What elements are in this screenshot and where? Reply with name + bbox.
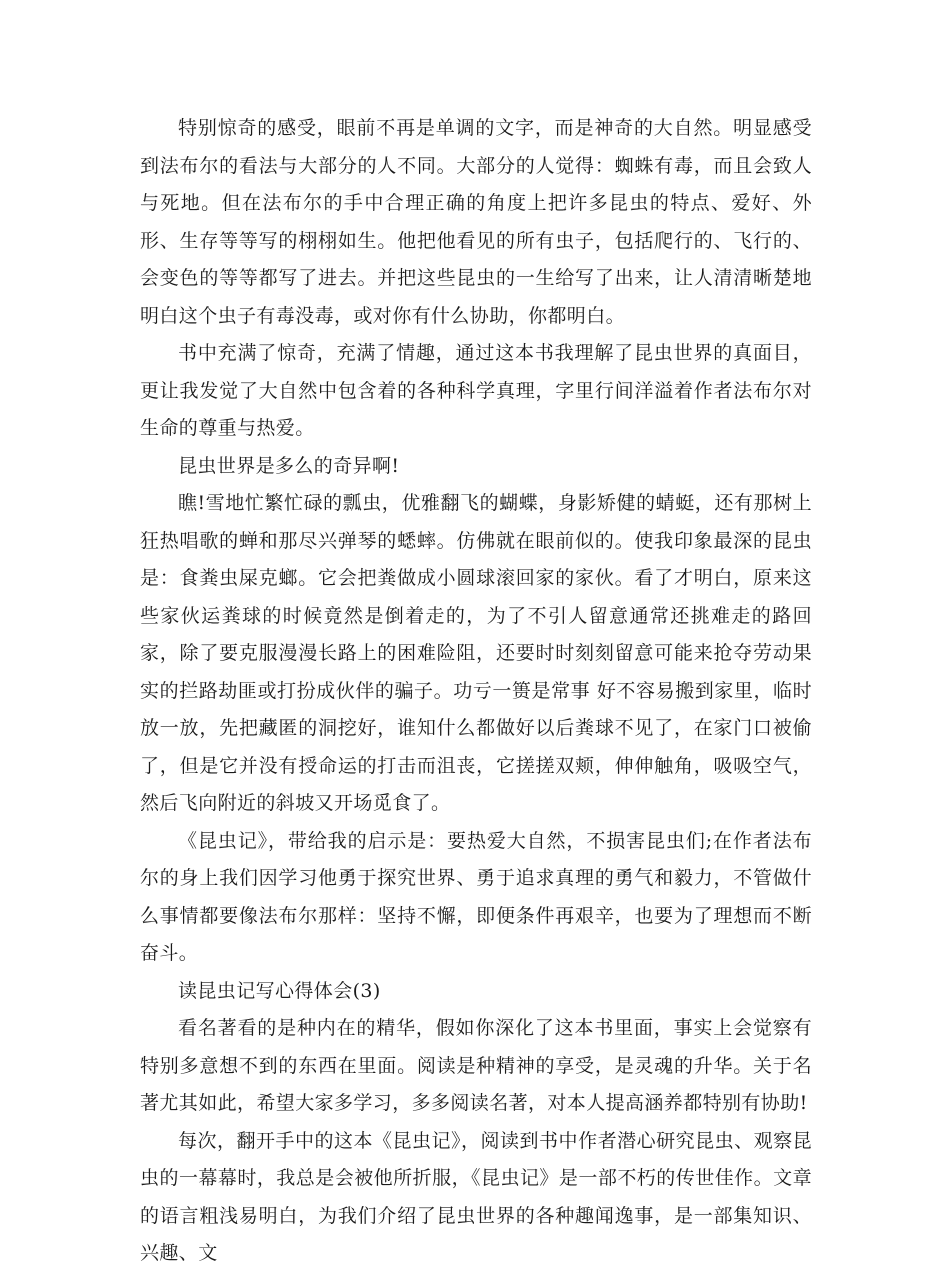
paragraph-5: 《昆虫记》，带给我的启示是：要热爱大自然，不损害昆虫们;在作者法布尔的身上我们因学习他勇于探究世界、勇于追求真理的勇气和毅力，不管做什么事情都要像法布尔那样：坚持不懈，即便条件再艰辛，也要为了理想而不断奋斗。 [140,829,812,964]
section-heading: 读昆虫记写心得体会(3) [178,979,381,1002]
paragraph-3: 昆虫世界是多么的奇异啊! [178,454,400,477]
paragraph-7: 每次，翻开手中的这本《昆虫记》，阅读到书中作者潜心研究昆虫、观察昆虫的一幕幕时，我总是会被他所折服，《昆虫记》是一部不朽的传世佳作。文章的语言粗浅易明白，为我们介绍了昆虫世界的各种趣闻逸事，是一部集知识、兴趣、文 [140,1129,812,1264]
paragraph-4: 瞧!雪地忙繁忙碌的瓢虫，优雅翻飞的蝴蝶，身影矫健的蜻蜓，还有那树上狂热唱歌的蝉和那尽兴弹琴的蟋蟀。仿佛就在眼前似的。使我印象最深的昆虫是：食粪虫屎克螂。它会把粪做成小圆球滚回家的家伙。看了才明白，原来这些家伙运粪球的时候竟然是倒着走的，为了不引人留意通常还挑难走的路回家，除了要克服漫漫长路上的困难险阻，还要时时刻刻留意可能来抢夺劳动果实的拦路劫匪或打扮成伙伴的骗子。功亏一篑是常事 好不容易搬到家里，临时放一放，先把藏匿的洞挖好，谁知什么都做好以后粪球不见了，在家门口被偷了，但是它并没有授命运的打击而沮丧，它搓搓双颊，伸伸触角，吸吸空气，然后飞向附近的斜坡又开场觅食了。 [140,492,812,814]
paragraph-6: 看名著看的是种内在的精华，假如你深化了这本书里面，事实上会觉察有特别多意想不到的东西在里面。阅读是种精神的享受，是灵魂的升华。关于名著尤其如此，希望大家多学习，多多阅读名著，对本人提高涵养都特别有协助! [140,1017,812,1114]
paragraph-2: 书中充满了惊奇，充满了情趣，通过这本书我理解了昆虫世界的真面目，更让我发觉了大自然中包含着的各种科学真理，字里行间洋溢着作者法布尔对生命的尊重与热爱。 [140,342,812,439]
paragraph-1: 特别惊奇的感受，眼前不再是单调的文字，而是神奇的大自然。明显感受到法布尔的看法与大部分的人不同。大部分的人觉得：蜘蛛有毒，而且会致人与死地。但在法布尔的手中合理正确的角度上把许多昆虫的特点、爱好、外形、生存等等写的栩栩如生。他把他看见的所有虫子，包括爬行的、飞行的、会变色的等等都写了进去。并把这些昆虫的一生给写了出来，让人清清晰楚地明白这个虫子有毒没毒，或对你有什么协助，你都明白。 [140,117,812,327]
document-body [140,110,812,1273]
